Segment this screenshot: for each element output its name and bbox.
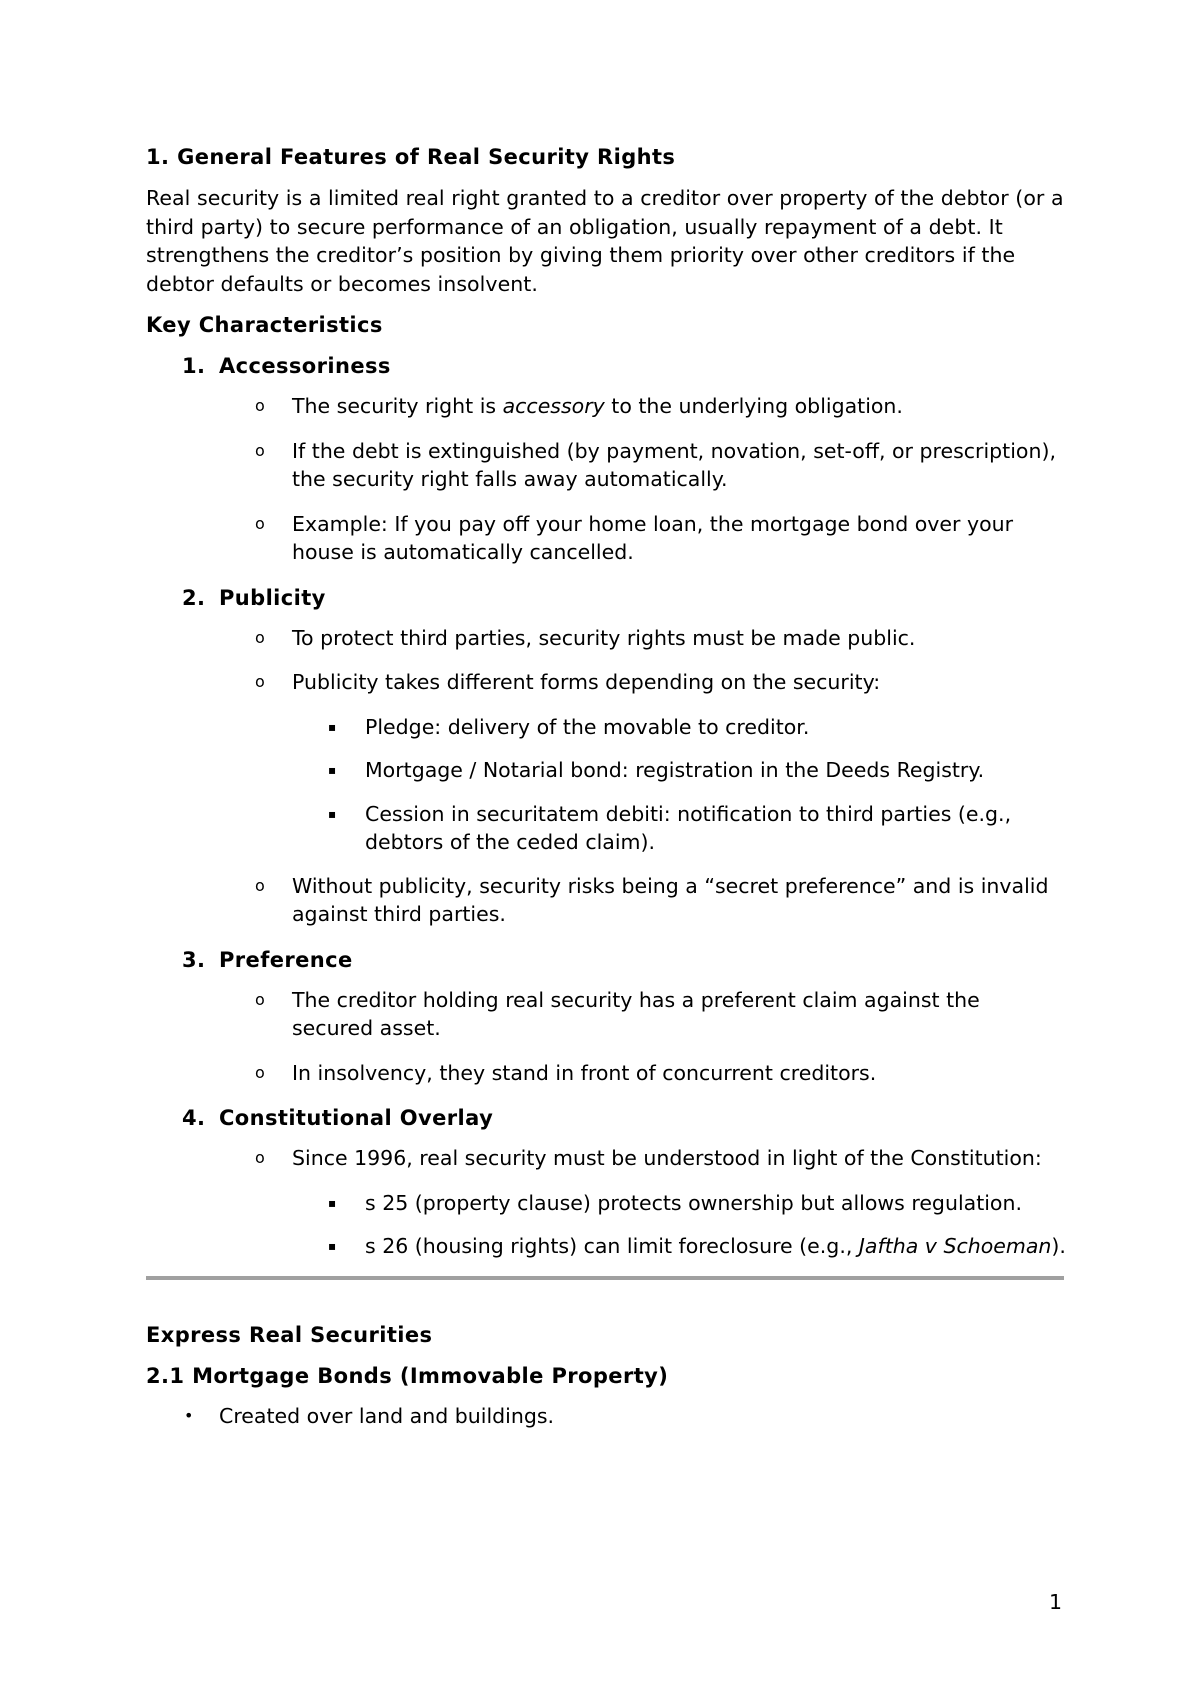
bullet-text: Publicity takes different forms depending on the security: — [292, 670, 881, 694]
list-item — [146, 1144, 1066, 1173]
square-bullet-icon: ▪ — [328, 1239, 337, 1253]
list-item — [146, 872, 1066, 929]
bullet-text: Without publicity, security risks being a “secret preference” and is invalid against third parties. — [292, 873, 1049, 926]
characteristic-label: Accessoriness — [219, 354, 391, 378]
circle-bullet-icon: o — [255, 627, 265, 647]
horizontal-divider — [146, 1276, 1064, 1280]
sub-bullet-text: Cession in securitatem debiti: notification to third parties (e.g., debtors of the ceded claim). — [365, 801, 1012, 854]
page-number: 1 — [1049, 1590, 1063, 1614]
circle-bullet-icon: o — [255, 1062, 265, 1082]
list-item — [146, 800, 1066, 857]
sub-bullet-text: Pledge: delivery of the movable to creditor. — [365, 714, 810, 739]
characteristic-label: Preference — [219, 947, 353, 972]
circle-bullet-icon: o — [255, 396, 265, 415]
page-content — [146, 142, 1066, 1446]
bullet-text-pre: The security right is — [292, 394, 503, 418]
list-item — [146, 510, 1066, 567]
bullet-text: Example: If you pay off your home loan, the mortgage bond over your house is automatically cancelled. — [292, 511, 1014, 564]
list-item — [146, 1232, 1066, 1261]
list-item — [146, 1059, 1066, 1088]
sub-bullet-text-post: ). — [1051, 1234, 1066, 1258]
bullet-text: Since 1996, real security must be understood in light of the Constitution: — [292, 1146, 1042, 1170]
list-item — [146, 437, 1066, 494]
characteristic-heading — [146, 1103, 1066, 1133]
bullet-text: If the debt is extinguished (by payment, novation, set-off, or prescription), the security right falls away automatically. — [292, 438, 1056, 491]
final-bullet-list — [146, 1402, 1066, 1431]
characteristic-label: Publicity — [219, 585, 326, 610]
list-item — [146, 756, 1066, 785]
circle-bullet-icon: o — [255, 875, 265, 895]
intro-paragraph: Real security is a limited real right granted to a creditor over property of the debtor (or a third party) to secure performance of an obligation, usually repayment of a debt. It strengthens the creditor’s position by giving them priority over other creditors if the debtor defaults or becomes insolvent. — [146, 186, 1064, 296]
list-item — [146, 986, 1066, 1043]
emphasis-text: accessory — [502, 394, 605, 418]
list-item — [146, 392, 1066, 421]
bullet-text: To protect third parties, security rights must be made public. — [292, 625, 916, 650]
bullet-text: The creditor holding real security has a preferent claim against the secured asset. — [292, 987, 980, 1040]
bullet-list — [146, 872, 1066, 929]
bullet-list — [146, 1144, 1066, 1173]
characteristic-publicity — [146, 583, 1066, 929]
sub-bullet-text: Mortgage / Notarial bond: registration in the Deeds Registry. — [365, 758, 985, 782]
square-bullet-icon: ▪ — [328, 1195, 337, 1210]
key-characteristics-heading: Key Characteristics — [146, 313, 383, 337]
characteristic-constitutional-overlay — [146, 1103, 1066, 1261]
list-number: 1. — [182, 354, 206, 378]
square-bullet-icon: ▪ — [328, 719, 337, 734]
characteristics-list — [146, 351, 1066, 1261]
bullet-text-post: to the underlying obligation. — [604, 394, 903, 418]
circle-bullet-icon: o — [255, 440, 265, 460]
circle-bullet-icon: o — [255, 1148, 265, 1167]
circle-bullet-icon: o — [255, 672, 265, 691]
section-title: 1. General Features of Real Security Rights — [146, 145, 676, 169]
circle-bullet-icon: o — [255, 513, 265, 533]
characteristic-heading — [146, 351, 1066, 381]
bullet-list — [146, 392, 1066, 567]
case-name: Jaftha v Schoeman — [858, 1234, 1052, 1258]
mortgage-bonds-heading: 2.1 Mortgage Bonds (Immovable Property) — [146, 1363, 669, 1388]
characteristic-label: Constitutional Overlay — [219, 1106, 494, 1130]
sub-bullet-list — [146, 713, 1066, 857]
characteristic-accessoriness — [146, 351, 1066, 567]
list-number: 2. — [182, 585, 206, 610]
circle-bullet-icon: o — [255, 989, 265, 1009]
bullet-list — [146, 986, 1066, 1088]
list-item — [146, 1402, 1066, 1431]
bullet-text: Created over land and buildings. — [219, 1403, 555, 1428]
list-item — [146, 668, 1066, 697]
square-bullet-icon: ▪ — [328, 763, 337, 777]
list-number: 3. — [182, 947, 206, 972]
square-bullet-icon: ▪ — [328, 806, 337, 821]
bullet-text: In insolvency, they stand in front of concurrent creditors. — [292, 1060, 877, 1085]
list-item — [146, 624, 1066, 653]
characteristic-preference — [146, 945, 1066, 1088]
characteristic-heading — [146, 945, 1066, 975]
express-securities-heading: Express Real Securities — [146, 1322, 433, 1347]
list-number: 4. — [182, 1106, 206, 1130]
list-item — [146, 713, 1066, 742]
characteristic-heading — [146, 583, 1066, 613]
sub-bullet-list — [146, 1189, 1066, 1261]
disc-bullet-icon: • — [184, 1405, 194, 1425]
sub-bullet-text-pre: s 26 (housing rights) can limit foreclosure (e.g., — [365, 1234, 859, 1258]
bullet-list — [146, 624, 1066, 697]
sub-bullet-text: s 25 (property clause) protects ownership but allows regulation. — [365, 1190, 1022, 1215]
list-item — [146, 1189, 1066, 1218]
